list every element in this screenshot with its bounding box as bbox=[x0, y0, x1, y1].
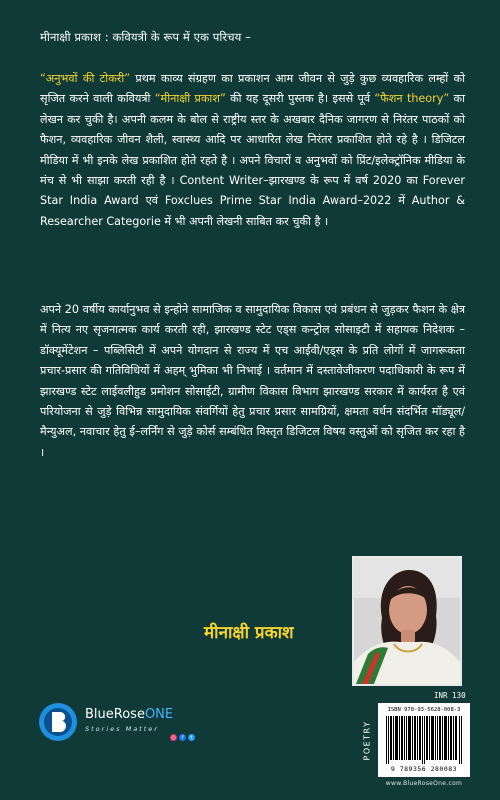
barcode bbox=[378, 703, 470, 777]
instagram-icon: ◎ bbox=[171, 734, 176, 741]
publisher-website: www.BlueRoseOne.com bbox=[385, 780, 463, 787]
bio-paragraph-1 bbox=[40, 69, 465, 232]
genre-label bbox=[360, 708, 374, 772]
bio-text: प्रथम काव्य संग्रहण का प्रकाशन आम जीवन से जुड़े कुछ व्यवहारिक लम्हों को सृजित करने वाली कवियत्री bbox=[40, 72, 465, 106]
publisher-name-part2: ONE bbox=[144, 707, 174, 722]
bio-paragraph-2: अपने 20 वर्षीय कार्यानुभव से इन्होने सामाजिक व सामुदायिक विकास एवं प्रबंधन से जुड़कर फैशन के क्षेत्र में नित्य नए सृजनात्मक कार्य करती रही, झारखण्ड स्टेट एड्स कन्ट्रोल सोसाइटी में सहायक निदेशक –डॉक्यूमेंटेशन – पब्लिसिटी में अपने योगदान से राज्य में एच आईवी/एड्स के प्रति लोगों में जागरूकता प्रचार-प्रसार की गतिविधियों में अहम् भुमिका भी निभाई । वर्तमान में दस्तावेजीकरण पदाधिकारी के रूप में झारखण्ड स्टेट लाईवलीहुड प्रमोशन सोसाईटी, ग्रामीण विकास विभाग झारखण्ड सरकार में कार्यरत है एवं परियोजना से जुड़े विभिन्न सामुदायिक संवर्गियों हेतु प्रचार प्रसार सामग्रियों, क्षमता वर्धन संदर्भित मॉड्यूल/मैन्युअल, नवाचार हेतु ई–लर्निंग से जुड़े कोर्स सम्बंधित विस्तृत डिजिटल विषय वस्तुओं को सृजित कर रहा है । bbox=[40, 303, 465, 459]
author-name-highlight: “मीनाक्षी प्रकाश” bbox=[154, 92, 226, 106]
barcode-bars-icon bbox=[386, 716, 462, 764]
publisher-name bbox=[85, 707, 173, 722]
ean-digits: 9 789356 280083 bbox=[390, 765, 458, 773]
price-label: INR 130 bbox=[434, 691, 466, 700]
twitter-icon: t bbox=[188, 734, 195, 741]
previous-book-highlight: “फैशन theory” bbox=[374, 92, 450, 106]
social-icons bbox=[170, 734, 195, 741]
isbn-text: ISBN 978-93-5628-008-3 bbox=[387, 707, 461, 713]
author-photo bbox=[352, 556, 462, 686]
publisher-tagline: Stories Matter bbox=[85, 725, 159, 733]
bio-text: का लेखन कर चुकी है। अपनी कलम के बोल से राष्ट्रीय स्तर के अखबार दैनिक जागरण से निरंतर पाठकों को फैशन, व्यवहारिक जीवन शैली, स्वास्थ्य आदि पर आधारित लेख निरंतर प्रकाशित होते रहे है । डिजिटल मीडिया में भी इनके लेख प्रकाशित होते रहते है । अपने विचारों व अनुभवों को प्रिंट/इलेक्ट्रॉनिक मीडिया के मंच से भी साझा करती रही है । Content Writer–झारखण्ड के रूप में वर्ष 2020 का Forever Star India Award एवं Foxclues Prime Star India Award–2022 में Author & Researcher Categorie में भी अपनी लेखनी साबित कर चुकी है । bbox=[40, 92, 465, 228]
author-name: मीनाक्षी प्रकाश bbox=[204, 623, 294, 643]
bio-text: की यह दूसरी पुस्तक है। इससे पूर्व bbox=[225, 92, 375, 106]
book-title-highlight: “अनुभवों की टोकरी” bbox=[40, 72, 131, 85]
facebook-icon: f bbox=[179, 734, 186, 741]
bio-heading: मीनाक्षी प्रकाश : कवियत्री के रूप में एक परिचय – bbox=[40, 30, 251, 44]
genre-text: POETRY bbox=[362, 720, 372, 760]
publisher-name-part1: BlueRose bbox=[85, 707, 145, 722]
